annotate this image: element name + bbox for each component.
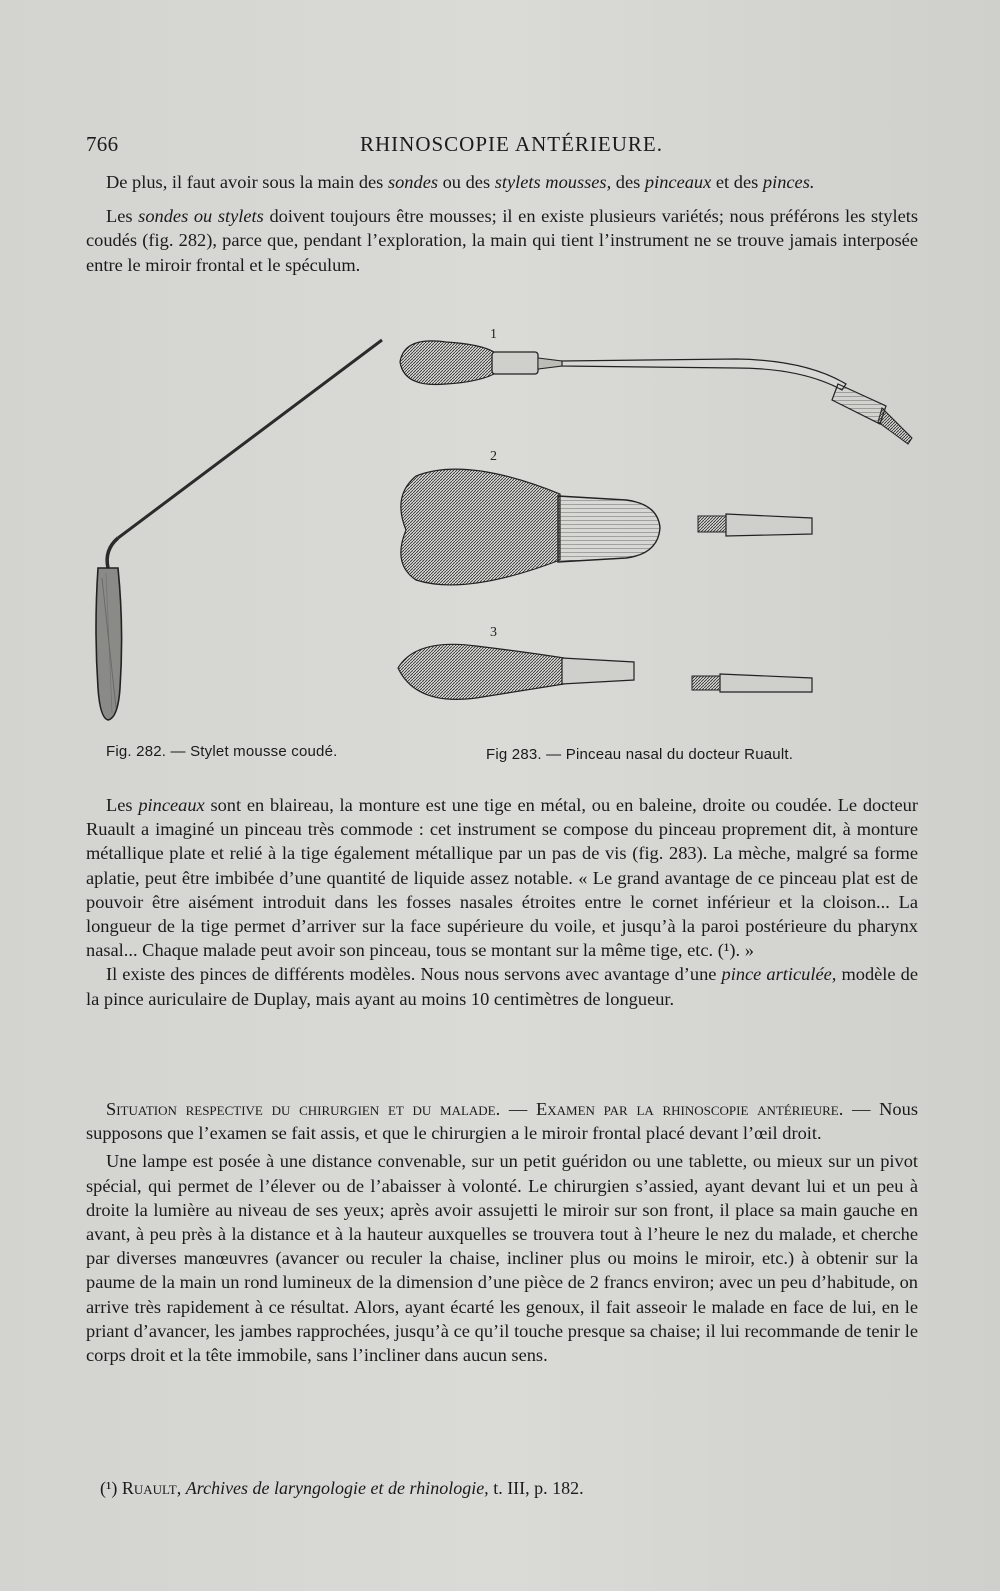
text-run: ou des: [438, 172, 495, 192]
text-run: sondes ou stylets: [138, 206, 264, 227]
text-run: sondes: [387, 172, 439, 192]
figure-label-2: 2: [490, 449, 497, 464]
figures-area: [86, 328, 926, 768]
footnote-title: Archives de laryngologie et de rhinologie,: [185, 1478, 489, 1498]
bent-stylet-drawing: [96, 340, 382, 720]
figure-283-caption: Fig 283. — Pinceau nasal du docteur Ruault.: [486, 746, 794, 763]
brush-description: [86, 793, 918, 1011]
footnote-author: Ruault,: [121, 1478, 182, 1498]
text-run: et des: [711, 172, 763, 192]
text-run: des: [611, 172, 645, 192]
paragraph-stylets: [86, 204, 918, 277]
figure-282-caption: Fig. 282. — Stylet mousse coudé.: [106, 743, 338, 760]
footnote-ref: t. III, p. 182.: [488, 1478, 584, 1498]
section-situation: [86, 1097, 918, 1367]
brush-2-drawing: [401, 469, 812, 585]
section-heading: Situation respective du chirurgien et du malade. — Examen par la rhinoscopie antérieure.: [106, 1099, 844, 1119]
text-run: pinceaux: [644, 172, 712, 192]
paragraph-lampe: [86, 1149, 918, 1367]
text-run: Les: [106, 206, 139, 227]
text-run: pinces.: [762, 172, 815, 192]
paragraph-tools: [86, 170, 918, 194]
footnote: [100, 1478, 860, 1499]
text-run: — Nous supposons que l’examen se fait assis, et que le chirurgien a le miroir frontal placé devant l’œil droit.: [86, 1099, 918, 1144]
figure-label-1: 1: [490, 328, 497, 342]
text-run: sont en blaireau, la monture est une tige en métal, ou en baleine, droite ou coudée. Le docteur Ruault a imaginé un pinceau très commode : cet instrument se compose du pinceau proprement dit, à monture métallique plate et relié à la tige également métallique par un pas de vis (fig. 283). La mèche, malgré sa forme aplatie, peut être imbibée d’une quantité de liquide assez notable. « Le grand avantage de ce pinceau plat est de pouvoir être aisément introduit dans les fosses nasales étroites entre le cornet inférieur et la cloison... La longueur de la tige permet d’arriver sur la face supérieure du voile, et jusqu’à la paroi postérieure du pharynx nasal... Chaque malade peut avoir son pinceau, tous se montant sur la même tige, etc. (¹). »: [86, 795, 918, 961]
instrument-illustration: [86, 328, 926, 768]
paragraph-pinces: [86, 962, 918, 1010]
paragraph-pinceaux: [86, 793, 918, 962]
paragraph-section-intro: [86, 1097, 918, 1145]
brush-1-drawing: [400, 341, 912, 444]
running-title: RHINOSCOPIE ANTÉRIEURE.: [360, 132, 664, 156]
intro-text: [86, 170, 918, 277]
page-number: 766: [86, 132, 119, 156]
figure-label-3: 3: [490, 625, 497, 640]
brush-3-drawing: [398, 644, 812, 699]
text-run: Une lampe est posée à une distance convenable, sur un petit guéridon ou une tablette, ou mieux sur un pivot spécial, qui permet de l’élever ou de l’abaisser à volonté. Le chirurgien s’assied, ayant devant lui et un peu à droite la lumière au niveau de ses yeux; après avoir assujetti le miroir sur son front, il place sa main gauche en avant, à peu près à la distance et à la hauteur auxquelles se trouvera tout à l’heure le nez du malade, et cherche par diverses manœuvres (avancer ou reculer la chaise, incliner plus ou moins le miroir, etc.) à obtenir sur la paume de la main un rond lumineux de la dimension d’une pièce de 2 francs environ; avec un peu d’habitude, on arrive très rapidement à ce résultat. Alors, ayant écarté les genoux, il fait asseoir le malade en face de lui, en le priant d’avancer, les jambes rapprochées, jusqu’à ce qu’il touche presque sa chaise; il lui recommande de tenir le corps droit et la tête immobile, sans l’incliner dans aucun sens.: [86, 1151, 918, 1366]
text-run: pince articulée,: [721, 964, 837, 985]
text-run: Les: [106, 795, 139, 815]
text-run: doivent toujours être mousses; il en existe plusieurs variétés; nous préférons les stylets coudés (fig. 282), parce que, pendant l’exploration, la main qui tient l’instrument ne se trouve jamais interposée entre le miroir frontal et le spéculum.: [86, 206, 919, 275]
text-run: Il existe des pinces de différents modèles. Nous nous servons avec avantage d’une: [106, 964, 722, 985]
footnote-mark: (¹): [100, 1478, 122, 1498]
text-run: stylets mousses,: [494, 172, 612, 192]
text-run: pinceaux: [138, 795, 205, 815]
text-run: De plus, il faut avoir sous la main des: [106, 172, 388, 192]
text-run: modèle de la pince auriculaire de Duplay, mais ayant au moins 10 centimètres de longueur.: [86, 964, 918, 1009]
